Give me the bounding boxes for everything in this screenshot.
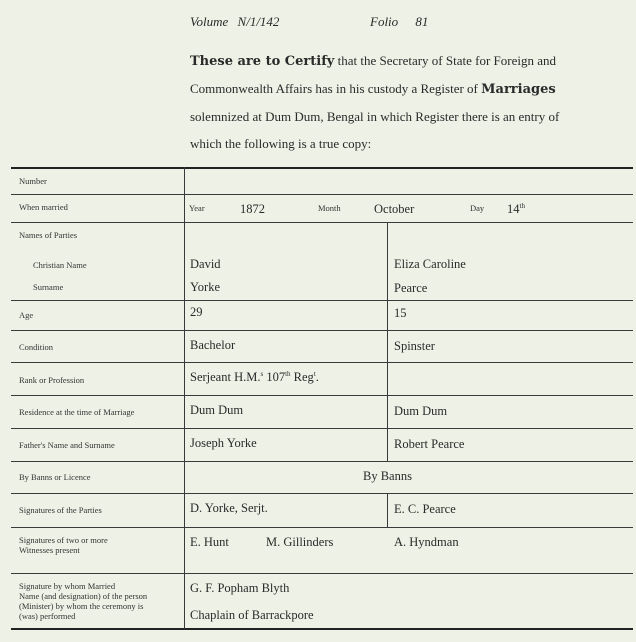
names-of-parties-label: Names of Parties: [19, 230, 78, 240]
groom-age: 29: [190, 305, 203, 319]
rule: [11, 330, 633, 331]
groom-surname: Yorke: [190, 280, 220, 294]
folio-label: Folio: [370, 14, 399, 29]
marriage-register-entry: [11, 167, 633, 632]
day-value: [507, 202, 525, 217]
volume-value: N/1/142: [237, 14, 280, 29]
bride-residence: Dum Dum: [394, 404, 448, 418]
age-label: Age: [19, 310, 34, 320]
rank-superscript: th: [285, 370, 291, 378]
bride-signature: E. C. Pearce: [394, 502, 456, 516]
column-divider: [387, 222, 388, 462]
folio-value: 81: [415, 14, 429, 29]
witnesses-label-line: Signatures of two or more: [19, 535, 108, 545]
column-divider: [184, 167, 185, 629]
rule: [11, 222, 633, 223]
groom-rank: [190, 370, 319, 385]
rank-superscript: t: [313, 370, 316, 378]
rule: [11, 428, 633, 429]
rank-label: Rank or Profession: [19, 375, 85, 385]
officiant-label-line: Name (and designation) of the person: [19, 591, 148, 601]
officiant-label-line: (Minister) by whom the ceremony is: [19, 601, 144, 611]
number-label: Number: [19, 176, 47, 186]
banns-value: By Banns: [363, 469, 412, 483]
officiant-title: Chaplain of Barrackpore: [190, 608, 314, 622]
surname-label: Surname: [33, 282, 64, 292]
bride-surname: Pearce: [394, 281, 428, 295]
rule: [11, 461, 633, 462]
volume-label: Volume: [190, 14, 229, 29]
groom-residence: Dum Dum: [190, 403, 244, 417]
officiant-label: [19, 581, 147, 621]
year-value: 1872: [240, 202, 265, 216]
bride-christian-name: Eliza Caroline: [394, 257, 466, 271]
witness-3: A. Hyndman: [394, 535, 459, 549]
rule: [11, 167, 633, 169]
bride-father: Robert Pearce: [394, 437, 465, 451]
rank-part: Serjeant H.M.: [190, 370, 261, 385]
signatures-label: Signatures of the Parties: [19, 505, 102, 515]
folio: [370, 14, 428, 30]
rule: [11, 300, 633, 301]
witness-2: M. Gillinders: [266, 535, 334, 549]
year-label: Year: [189, 203, 205, 213]
bride-condition: Spinster: [394, 339, 435, 353]
witness-1: E. Hunt: [190, 535, 229, 549]
month-label: Month: [318, 203, 341, 213]
certify-text-1: that the Secretary of State for Foreign and Commonwealth Affairs has in his custody a Register of: [190, 53, 556, 96]
officiant-label-line: (was) performed: [19, 611, 76, 621]
condition-label: Condition: [19, 342, 54, 352]
christian-name-label: Christian Name: [33, 260, 87, 270]
marriages-word: Marriages: [481, 82, 556, 97]
rule: [11, 194, 633, 195]
rank-part: Reg: [290, 370, 314, 385]
month-value: October: [374, 202, 415, 216]
rank-part: .: [315, 370, 319, 385]
witnesses-label-line: Witnesses present: [19, 545, 80, 555]
groom-father: Joseph Yorke: [190, 436, 257, 450]
rule: [11, 493, 633, 494]
groom-condition: Bachelor: [190, 338, 236, 352]
when-married-label: When married: [19, 202, 68, 212]
banns-label: By Banns or Licence: [19, 472, 91, 482]
rank-part: 107: [263, 370, 286, 385]
column-divider: [387, 493, 388, 527]
rule: [11, 362, 633, 363]
witnesses-label: [19, 535, 108, 555]
officiant-label-line: Signature by whom Married: [19, 581, 116, 591]
groom-christian-name: David: [190, 257, 221, 271]
certification-statement: [190, 47, 570, 157]
rule: [11, 628, 633, 630]
day-label: Day: [470, 203, 485, 213]
rank-superscript: s: [260, 370, 264, 378]
bride-age: 15: [394, 306, 407, 320]
register-reference: [190, 14, 429, 30]
groom-signature: D. Yorke, Serjt.: [190, 501, 268, 515]
certify-lead: These are to Certify: [190, 54, 335, 69]
rule: [11, 527, 633, 528]
residence-label: Residence at the time of Marriage: [19, 407, 135, 417]
officiant-name: G. F. Popham Blyth: [190, 581, 290, 595]
day-suffix: th: [519, 202, 525, 210]
rule: [11, 395, 633, 396]
certify-text-2: solemnized at Dum Dum, Bengal in which Register there is an entry of which the following is a true copy:: [190, 109, 560, 151]
rule: [11, 573, 633, 574]
father-label: Father's Name and Surname: [19, 440, 115, 450]
day-number: 14: [507, 202, 520, 217]
